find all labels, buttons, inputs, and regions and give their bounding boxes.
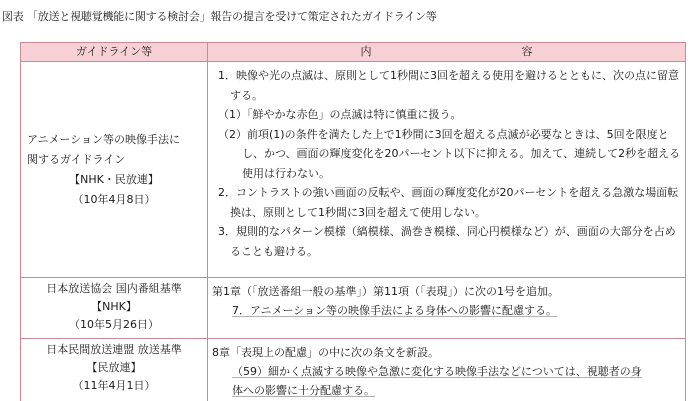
row1-item: （1）「鮮やかな赤色」の点滅は特に慎重に扱う。: [218, 108, 462, 121]
row3-content: [208, 339, 686, 401]
row3-item-underlined: （59）細かく点滅する映像や急激に変化する映像手法などについては、視聴者の身体への影響に十分配慮する。: [232, 365, 642, 397]
row1-item: （2）前項(1)の条件を満たした上で1秒間に3回を超える点滅が必要なときは、5回を限度とし、かつ、画面の輝度変化を20パーセント以下に抑える。加えて、連続して2秒を超える使用は行わない。: [218, 127, 681, 180]
row2-left-line: 【NHK】: [91, 300, 137, 313]
row2-item-underlined: 7．アニメーション等の映像手法による身体への影響に配慮する。: [232, 304, 558, 317]
row1-guideline: [21, 62, 208, 278]
header-content-char-1: 内: [360, 45, 372, 58]
row1-left-line: 【NHK・民放連】: [69, 172, 159, 186]
header-guideline: ガイドライン等: [21, 43, 208, 62]
row1-item: 2．コントラストの強い画面の反転や、画面の輝度変化が20パーセントを超える急激な場面転換は、原則として1秒間に3回を超えて使用しない。: [218, 186, 679, 219]
row1-left-line: （10年4月8日）: [72, 192, 156, 206]
table-row: [21, 278, 686, 339]
figure-caption: 図表 「放送と視聴覚機能に関する検討会」報告の提言を受けて策定されたガイドライン等: [2, 10, 437, 23]
header-content: [208, 43, 686, 62]
table-header-row: [21, 43, 686, 62]
header-content-char-2: 容: [521, 45, 533, 58]
table-row: [21, 339, 686, 401]
row3-guideline: [21, 339, 208, 401]
row3-item: 8章「表現上の配慮」の中に次の条文を新設。: [212, 346, 439, 359]
guideline-table: [20, 42, 686, 401]
row1-content: [208, 62, 686, 278]
row1-item: 1．映像や光の点滅は、原則として1秒間に3回を超える使用を避けるとともに、次の点に留意する。: [218, 69, 679, 102]
row1-left-line: アニメーション等の映像手法に: [27, 132, 181, 146]
table-row: [21, 62, 686, 278]
row3-left-line: 日本民間放送連盟 放送基準: [46, 343, 182, 356]
row2-content: [208, 278, 686, 339]
row2-item: 第1章（「放送番組一般の基準」）第11項（「表現」）に次の1号を追加。: [212, 285, 559, 298]
row1-left-line: 関するガイドライン: [27, 152, 126, 166]
row3-left-line: 【民放連】: [86, 361, 142, 374]
row2-guideline: [21, 278, 208, 339]
row2-left-line: （10年5月26日）: [69, 318, 159, 331]
row3-left-line: （11年4月1日）: [72, 379, 156, 392]
row1-item: 3．規則的なパターン模様（縞模様、渦巻き模様、同心円模様など）が、画面の大部分を占めることも避ける。: [218, 225, 676, 258]
row2-left-line: 日本放送協会 国内番組基準: [46, 282, 182, 295]
